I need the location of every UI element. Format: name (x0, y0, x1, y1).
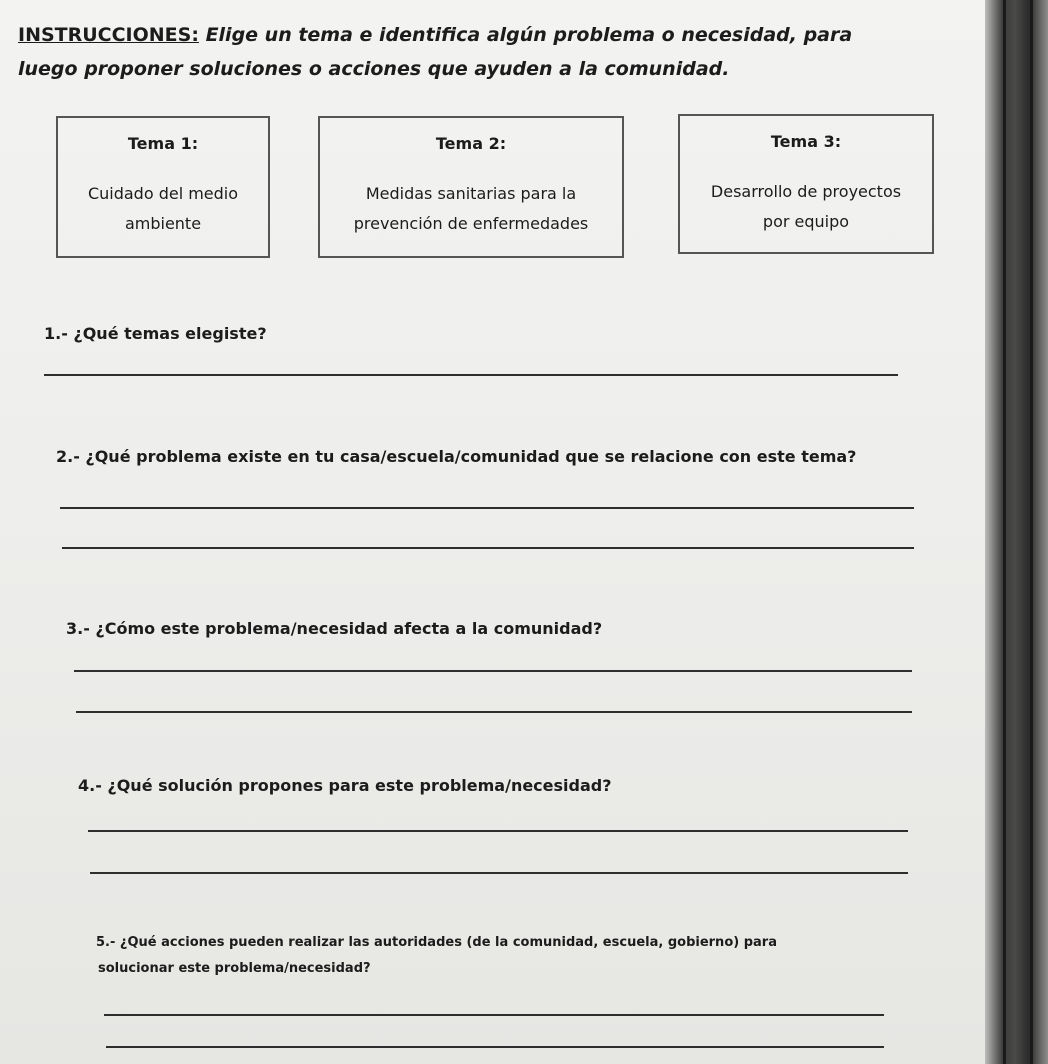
question-3: 3.- ¿Cómo este problema/necesidad afecta a la comunidad? (66, 619, 603, 638)
tema-2-line1: Medidas sanitarias para la (365, 184, 577, 203)
answer-line[interactable] (88, 830, 908, 832)
instructions-lead: INSTRUCCIONES: (18, 24, 199, 46)
tema-1-title: Tema 1: (127, 134, 199, 153)
answer-line[interactable] (90, 872, 908, 874)
question-5-line2: solucionar este problema/necesidad? (98, 961, 371, 976)
tema-1-box (56, 116, 270, 258)
tema-3-desc (680, 177, 932, 237)
tema-3-line2: por equipo (762, 212, 850, 231)
tema-3-box (678, 114, 934, 254)
edge-line (1003, 0, 1006, 1064)
question-4: 4.- ¿Qué solución propones para este problema/necesidad? (78, 776, 612, 795)
answer-line[interactable] (106, 1046, 884, 1048)
question-2: 2.- ¿Qué problema existe en tu casa/escuela/comunidad que se relacione con este tema? (56, 447, 857, 466)
question-5-line1: 5.- ¿Qué acciones pueden realizar las autoridades (de la comunidad, escuela, gobierno) para (96, 935, 777, 950)
tema-2-line2: prevención de enfermedades (353, 214, 589, 233)
tema-3-title: Tema 3: (770, 132, 842, 151)
answer-line[interactable] (62, 547, 914, 549)
instructions-text: Elige un tema e identifica algún problema o necesidad, para luego proponer soluciones o acciones que ayuden a la comunidad. (18, 24, 853, 80)
tema-1-line2: ambiente (124, 214, 202, 233)
question-1: 1.- ¿Qué temas elegiste? (44, 324, 267, 343)
answer-line[interactable] (74, 670, 912, 672)
answer-line[interactable] (60, 507, 914, 509)
tema-1-desc (58, 179, 268, 239)
tema-2-title: Tema 2: (435, 134, 507, 153)
tema-2-box (318, 116, 624, 258)
answer-line[interactable] (76, 711, 912, 713)
tema-1-line1: Cuidado del medio (87, 184, 239, 203)
answer-line[interactable] (44, 374, 898, 376)
page-edge-shadow (985, 0, 1048, 1064)
tema-3-line1: Desarrollo de proyectos (710, 182, 902, 201)
tema-2-desc (320, 179, 622, 239)
instructions (18, 18, 918, 86)
edge-line (1030, 0, 1033, 1064)
answer-line[interactable] (104, 1014, 884, 1016)
